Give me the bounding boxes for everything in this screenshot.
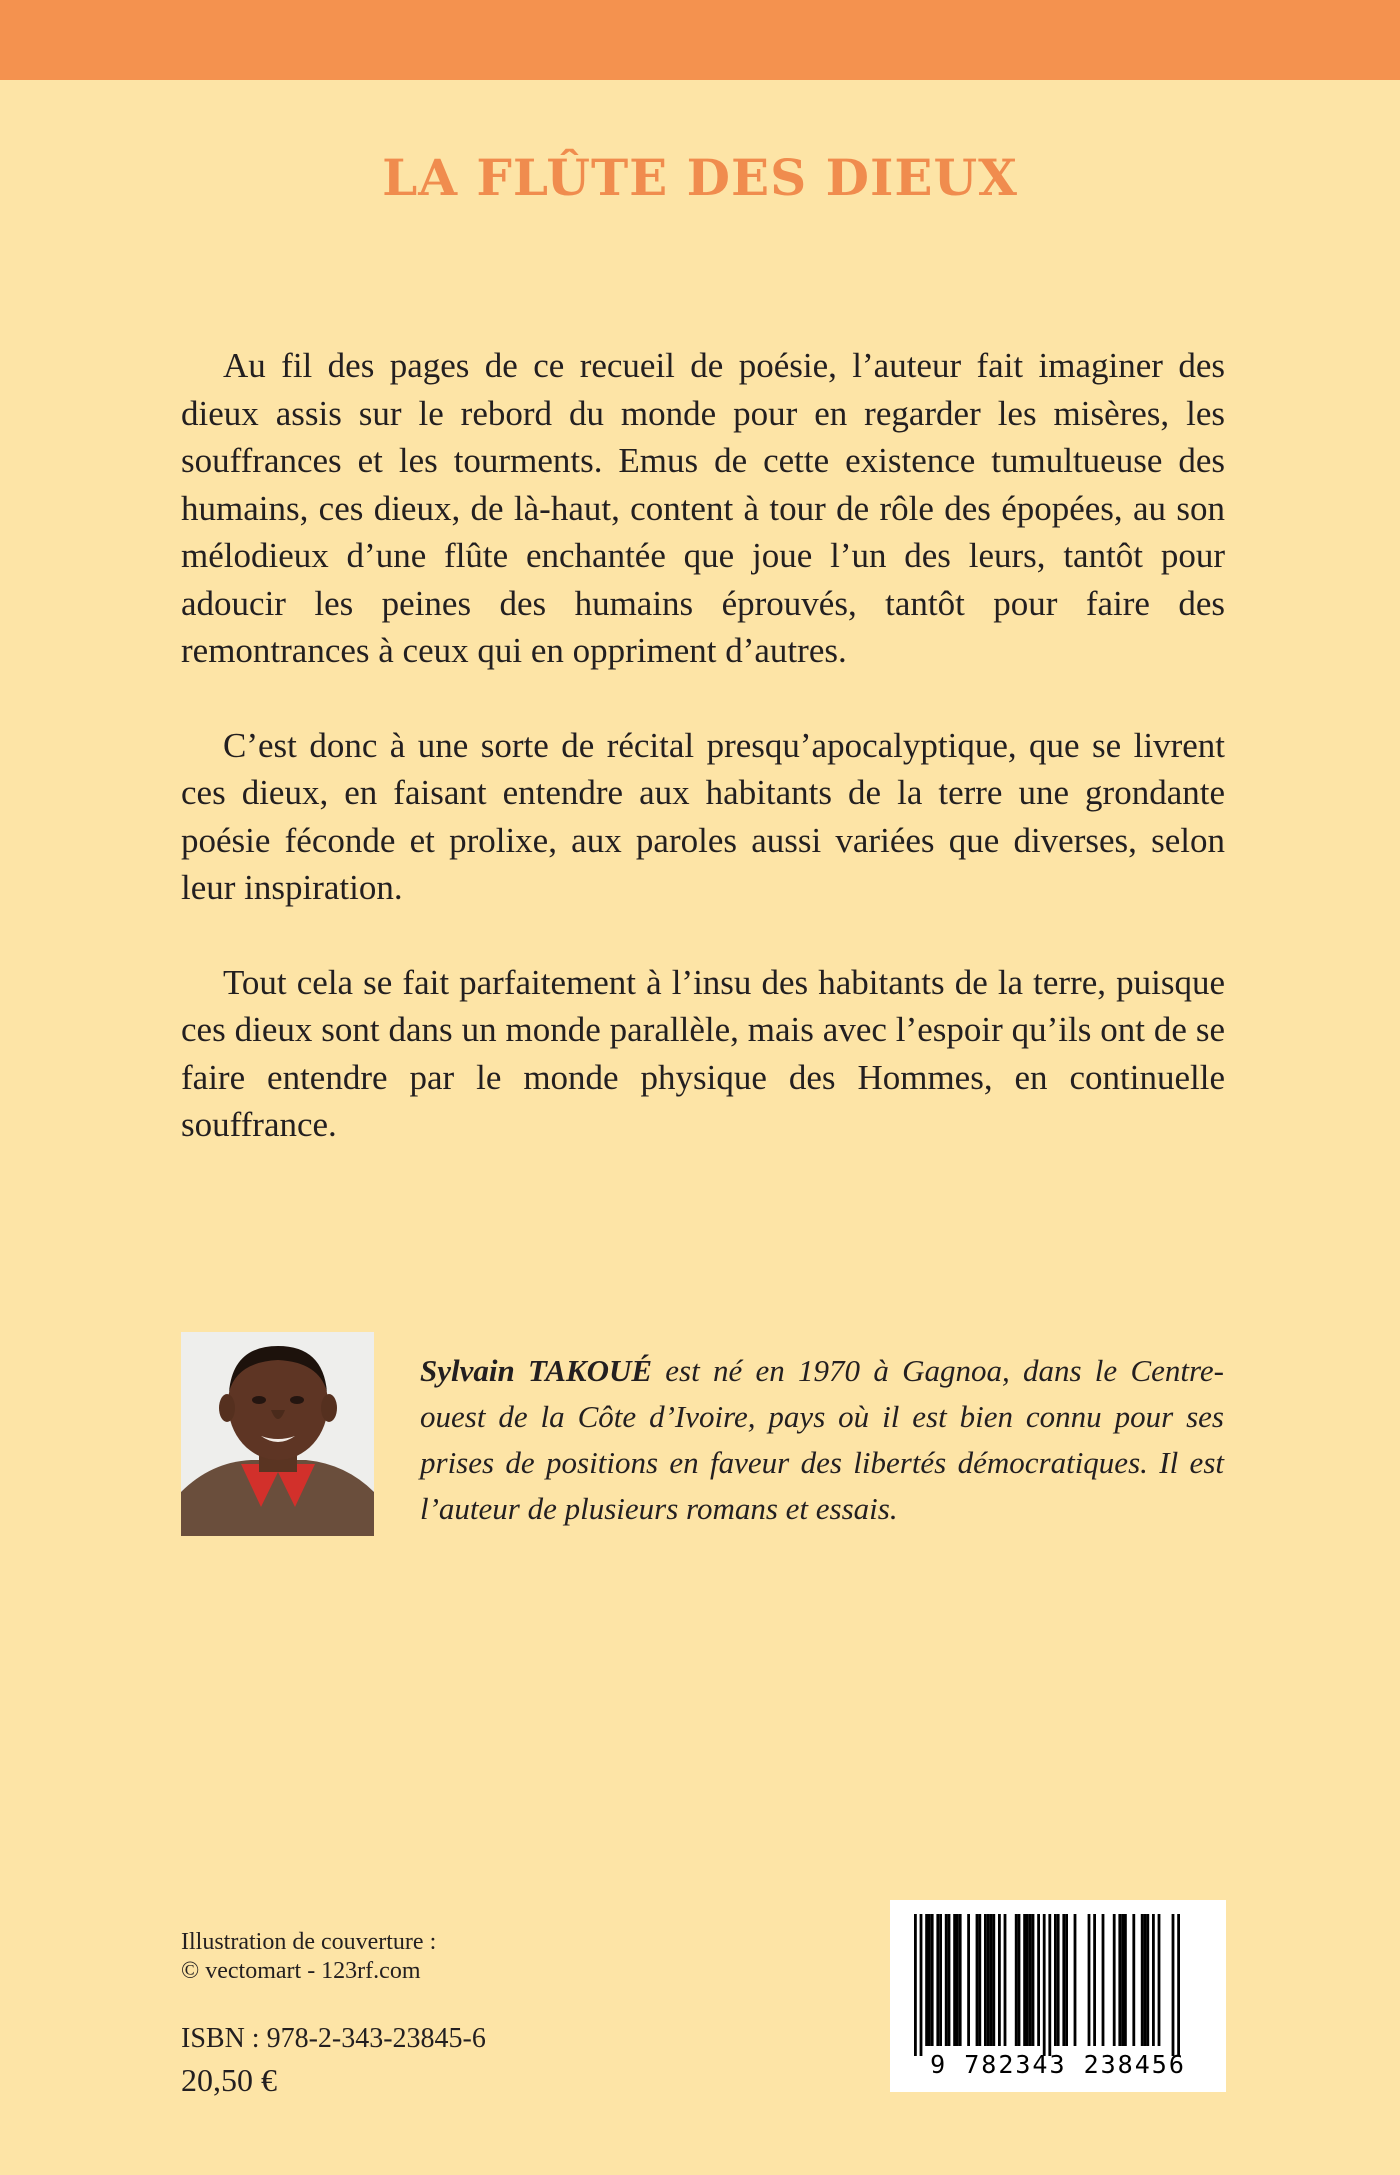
barcode [890,1900,1226,2092]
author-photo [181,1332,374,1536]
credit-source: © vectomart - 123rf.com [181,1958,421,1984]
barcode-bar [931,1914,934,2046]
barcode-bar [956,1914,959,2046]
barcode-bar [1177,1914,1180,2056]
barcode-bar [1088,1914,1091,2046]
barcode-bar [1029,1914,1032,2046]
barcode-bar [959,1914,962,2046]
blurb-paragraph: C’est donc à une sorte de récital presqu’apocalyptique, que se livrent ces dieux, en faisant entendre aux habitants de la terre une grondante poésie féconde et prolixe, aux paroles aussi variées que diverses, selon leur inspiration. [181,725,1225,907]
barcode-bar [939,1914,942,2046]
barcode-bar [1172,1914,1175,2056]
barcode-bar [1144,1914,1147,2046]
author-name: Sylvain TAKOUÉ [420,1353,653,1388]
book-title: LA FLÛTE DES DIEUX [382,148,1018,207]
barcode-bar [925,1914,928,2046]
barcode-bar [914,1914,917,2056]
back-cover-blurb [181,342,1225,1196]
barcode-bar [978,1914,981,2046]
barcode-bar [1043,1914,1046,2056]
barcode-bar [987,1914,990,2046]
barcode-bar [1062,1914,1065,2046]
blurb-paragraph: Au fil des pages de ce recueil de poésie, l’auteur fait imaginer des dieux assis sur le rebord du monde pour en regarder les misères, les souffrances et les tourments. Emus de cette existence tumultueuse des humains, ces dieux, de là-haut, content à tour de rôle des épopées, au son mélodieux d’une flûte enchantée que joue l’un des leurs, tantôt pour adoucir les peines des humains éprouvés, tantôt pour faire des remontrances à ceux qui en oppriment d’autres. [181,346,1225,670]
barcode-bar [1032,1914,1035,2046]
barcode-bar [1118,1914,1121,2046]
barcode-bar [945,1914,948,2046]
blurb-paragraph: Tout cela se fait parfaitement à l’insu des habitants de la terre, puisque ces dieux sont dans un monde parallèle, mais avec l’espoir qu’ils ont de se faire entendre par le monde physique des Hommes, en continuelle souffrance. [181,962,1225,1144]
barcode-bar [1023,1914,1026,2046]
barcode-bar [1004,1914,1007,2046]
barcode-bar [967,1914,970,2046]
barcode-bar [928,1914,931,2046]
barcode-bar [1093,1914,1096,2046]
barcode-bar [976,1914,979,2046]
barcode-bar [920,1914,923,2056]
barcode-bar [953,1914,956,2046]
barcode-bar [1018,1914,1021,2046]
price: 20,50 € [181,2062,277,2098]
barcode-bar [1132,1914,1135,2046]
isbn: ISBN : 978-2-343-23845-6 [181,2023,486,2054]
cover-illustration-credit [181,1928,436,1986]
barcode-bar [1121,1914,1124,2046]
barcode-bar [1065,1914,1068,2046]
barcode-bar [998,1914,1001,2046]
barcode-bar [1037,1914,1040,2046]
barcode-bar [936,1914,939,2046]
barcode-bar [1102,1914,1105,2046]
barcode-bar [1141,1914,1144,2046]
barcode-bar [948,1914,951,2046]
author-bio [420,1348,1224,1532]
barcode-bar [990,1914,993,2046]
barcode-bar [1152,1914,1155,2046]
barcode-digits: 9 782343 238456 [930,2050,1186,2079]
top-color-band [0,0,1400,80]
barcode-bar [1026,1914,1029,2046]
barcode-bar [1054,1914,1057,2046]
author-bio-text: est né en 1970 à Gagnoa, dans le Centre-ouest de la Côte d’Ivoire, pays où il est bien connu pour ses prises de positions en faveur des libertés démocratiques. Il est l’auteur de plusieurs romans et essais. [420,1353,1224,1526]
barcode-bar [1057,1914,1060,2046]
barcode-bar [1124,1914,1127,2046]
barcode-bar [1146,1914,1149,2046]
barcode-bar [1015,1914,1018,2046]
barcode-bar [984,1914,987,2046]
barcode-bar [992,1914,995,2046]
barcode-bar [1048,1914,1051,2056]
credit-label: Illustration de couverture : [181,1929,437,1955]
barcode-bar [1113,1914,1116,2046]
barcode-bar [1074,1914,1077,2046]
barcode-bar [1158,1914,1161,2046]
